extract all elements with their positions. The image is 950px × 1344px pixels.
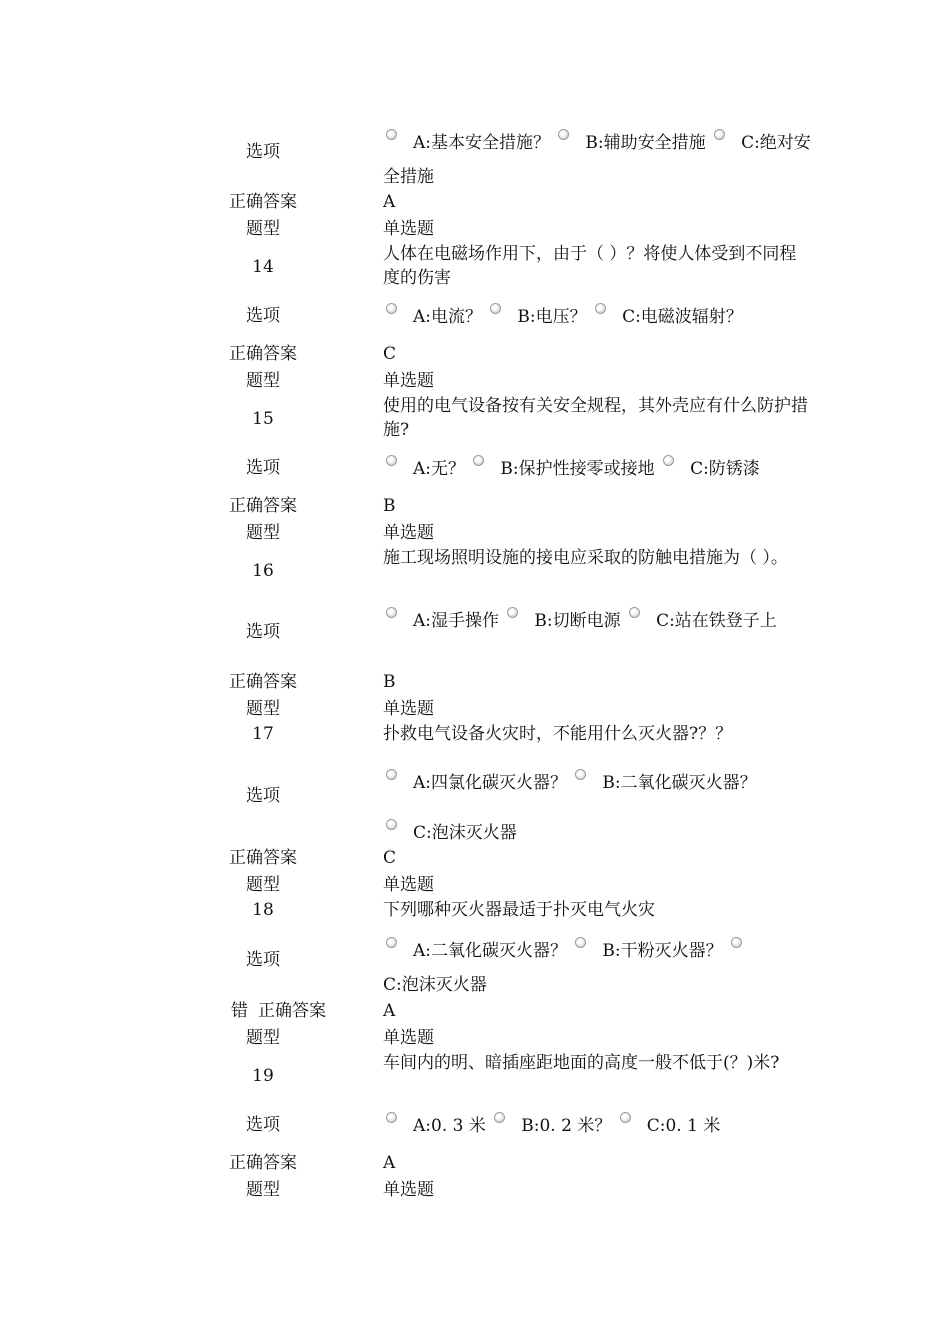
type-label: 题型 — [246, 875, 280, 895]
radio-option-14b[interactable] — [490, 303, 501, 314]
question-text-18: 下列哪种灭火器最适于扑灭电气火灾 — [383, 900, 655, 920]
type-label: 题型 — [246, 699, 280, 719]
answer-label: 正确答案 — [229, 1153, 297, 1173]
radio-option-14c[interactable] — [595, 303, 606, 314]
answer-label: 正确答案 — [229, 192, 297, 212]
option-15b: B:保护性接零或接地 — [500, 459, 655, 479]
type-value-18: 单选题 — [383, 1028, 434, 1048]
question-number-15: 15 — [252, 409, 274, 429]
options-group-14 — [383, 300, 813, 334]
type-label: 题型 — [246, 1180, 280, 1200]
radio-option-16a[interactable] — [386, 607, 397, 618]
options-label: 选项 — [246, 458, 280, 478]
radio-option-15a[interactable] — [386, 455, 397, 466]
option-14a: A:电流？ — [413, 307, 483, 327]
answer-label: 正确答案 — [229, 848, 297, 868]
option-16b: B:切断电源 — [534, 611, 621, 631]
answer-label: 正确答案 — [229, 672, 297, 692]
question-number-14: 14 — [252, 257, 274, 277]
type-label: 题型 — [246, 523, 280, 543]
option-16c: C:站在铁登子上 — [656, 611, 777, 631]
answer-value-14: C — [383, 344, 397, 364]
type-value-17: 单选题 — [383, 875, 434, 895]
question-number-18: 18 — [252, 900, 274, 920]
option-13c: C:绝对安全措施 — [383, 133, 811, 187]
radio-option-18c[interactable] — [731, 937, 742, 948]
question-text-15: 使用的电气设备按有关安全规程，其外壳应有什么防护措施? — [383, 396, 808, 440]
type-value-15: 单选题 — [383, 523, 434, 543]
radio-option-13b[interactable] — [558, 129, 569, 140]
options-label: 选项 — [246, 1115, 280, 1135]
radio-option-14a[interactable] — [386, 303, 397, 314]
radio-option-16c[interactable] — [629, 607, 640, 618]
radio-option-19b[interactable] — [494, 1112, 505, 1123]
radio-option-13c[interactable] — [714, 129, 725, 140]
question-text-14: 人体在电磁场作用下，由于（ ）？将使人体受到不同程度的伤害 — [383, 244, 797, 288]
radio-option-19c[interactable] — [620, 1112, 631, 1123]
radio-option-13a[interactable] — [386, 129, 397, 140]
options-label: 选项 — [246, 950, 280, 970]
options-group-16 — [383, 604, 813, 638]
answer-value-17: C — [383, 848, 397, 868]
wrong-mark: 错 — [231, 1001, 248, 1021]
option-14b: B:电压？ — [517, 307, 587, 327]
option-18b: B:干粉灭火器？ — [602, 941, 723, 961]
radio-option-19a[interactable] — [386, 1112, 397, 1123]
option-19c: C:0. 1 米 — [646, 1116, 721, 1136]
radio-option-15b[interactable] — [473, 455, 484, 466]
radio-option-16b[interactable] — [507, 607, 518, 618]
radio-option-17c[interactable] — [386, 819, 397, 830]
options-group-13 — [383, 126, 813, 194]
type-label: 题型 — [246, 1028, 280, 1048]
answer-value-13: A — [383, 192, 396, 212]
options-label: 选项 — [246, 622, 280, 642]
question-number-19: 19 — [252, 1066, 274, 1086]
type-value-14: 单选题 — [383, 371, 434, 391]
option-17b: B:二氧化碳灭火器？ — [602, 773, 757, 793]
option-19a: A:0. 3 米 — [413, 1116, 486, 1136]
answer-value-19: A — [383, 1153, 396, 1173]
type-label: 题型 — [246, 371, 280, 391]
question-number-16: 16 — [252, 561, 274, 581]
options-group-15 — [383, 452, 813, 486]
options-group-17 — [383, 758, 813, 858]
option-18a: A:二氧化碳灭火器？ — [413, 941, 568, 961]
answer-label: 正确答案 — [229, 344, 297, 364]
radio-option-17a[interactable] — [386, 769, 397, 780]
answer-value-18: A — [383, 1001, 396, 1021]
question-text-17: 扑救电气设备火灾时，不能用什么灭火器?？？ — [383, 724, 733, 744]
answer-value-16: B — [383, 672, 396, 692]
answer-value-15: B — [383, 496, 396, 516]
option-17c: C:泡沫灭火器 — [413, 823, 517, 843]
answer-label: 正确答案 — [229, 496, 297, 516]
option-17a: A:四氯化碳灭火器？ — [413, 773, 568, 793]
option-18c: C:泡沫灭火器 — [383, 975, 487, 995]
answer-label: 正确答案 — [258, 1001, 326, 1021]
question-text-19: 车间内的明、暗插座距地面的高度一般不低于(？)米? — [383, 1053, 780, 1073]
question-text-16: 施工现场照明设施的接电应采取的防触电措施为（ ）。 — [383, 548, 788, 568]
options-label: 选项 — [246, 786, 280, 806]
type-value-16: 单选题 — [383, 699, 434, 719]
option-13b: B:辅助安全措施 — [585, 133, 706, 153]
type-value-19: 单选题 — [383, 1180, 434, 1200]
type-value-13: 单选题 — [383, 219, 434, 239]
option-15c: C:防锈漆 — [690, 459, 760, 479]
radio-option-18b[interactable] — [575, 937, 586, 948]
question-number-17: 17 — [252, 724, 274, 744]
options-group-19 — [383, 1109, 813, 1143]
options-label: 选项 — [246, 142, 280, 162]
radio-option-15c[interactable] — [663, 455, 674, 466]
radio-option-18a[interactable] — [386, 937, 397, 948]
type-label: 题型 — [246, 219, 280, 239]
option-19b: B:0. 2 米？ — [521, 1116, 612, 1136]
option-16a: A:湿手操作 — [413, 611, 500, 631]
option-15a: A:无？ — [413, 459, 466, 479]
options-group-18 — [383, 934, 813, 1002]
option-14c: C:电磁波辐射？ — [622, 307, 743, 327]
radio-option-17b[interactable] — [575, 769, 586, 780]
answer-row-18 — [200, 999, 326, 1023]
option-13a: A:基本安全措施？ — [413, 133, 551, 153]
options-label: 选项 — [246, 306, 280, 326]
